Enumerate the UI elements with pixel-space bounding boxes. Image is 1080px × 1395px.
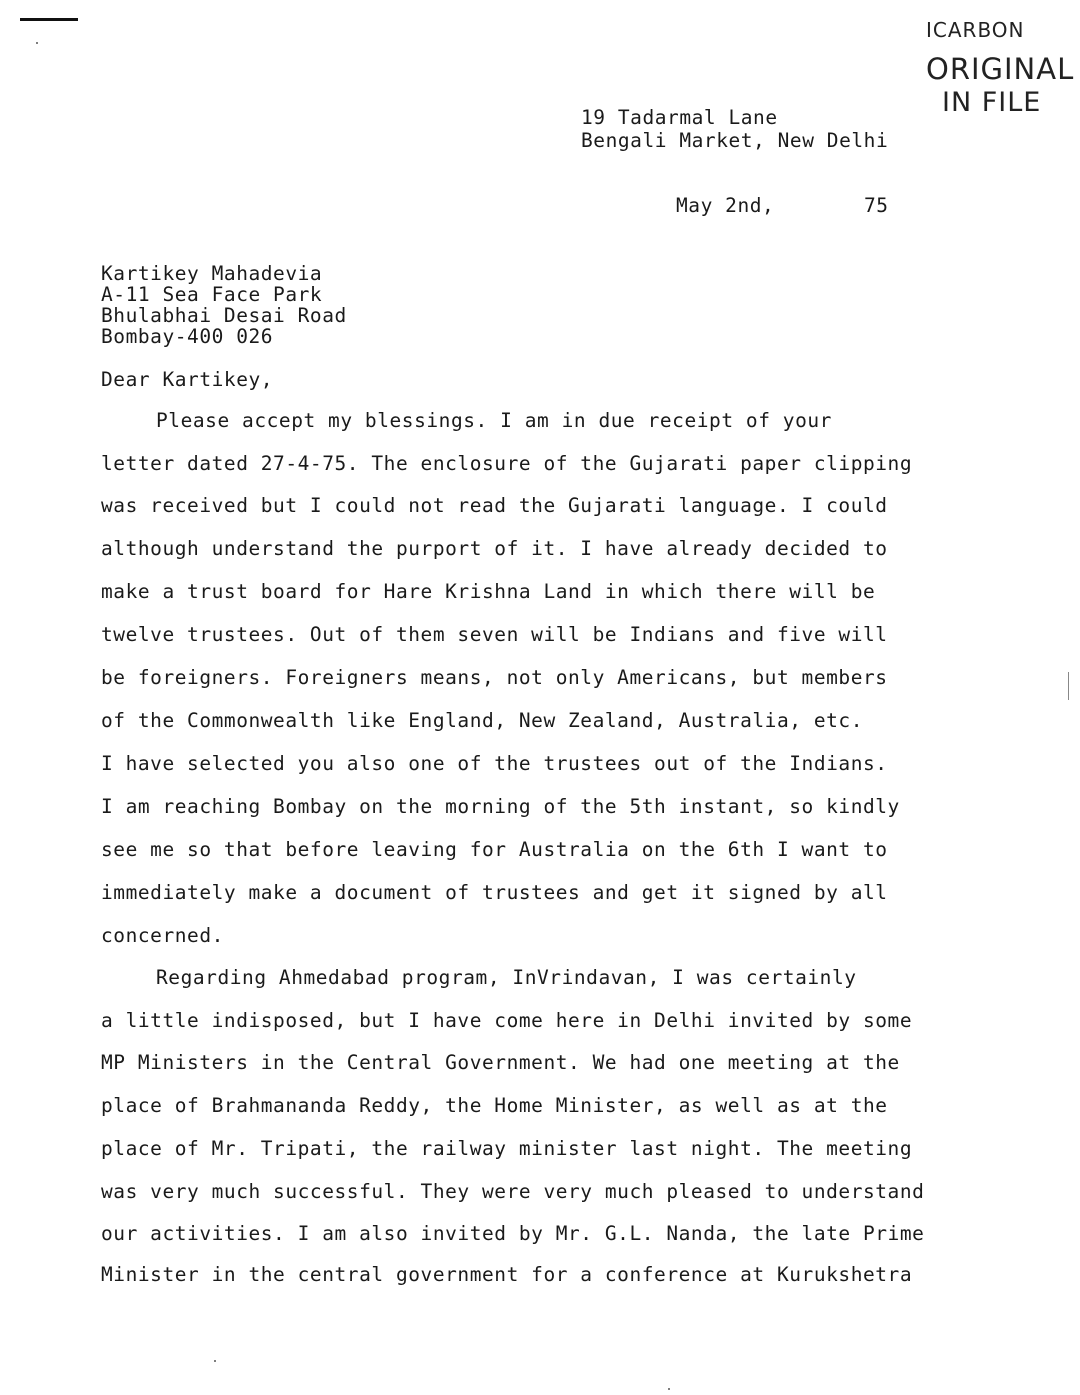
letter-date: May 2nd, — [676, 194, 775, 217]
body-line: Regarding Ahmedabad program, InVrindavan, I was certainly — [156, 966, 857, 989]
body-line: place of Brahmananda Reddy, the Home Minister, as well as at the — [101, 1094, 888, 1117]
sender-address-line: Bengali Market, New Delhi — [581, 129, 889, 152]
body-line: our activities. I am also invited by Mr. G.L. Nanda, the late Prime — [101, 1222, 925, 1245]
body-line: was very much successful. They were very much pleased to understand — [101, 1180, 925, 1203]
body-line: make a trust board for Hare Krishna Land in which there will be — [101, 580, 876, 603]
carbon-stamp-line3: IN FILE — [942, 87, 1042, 118]
body-line: MP Ministers in the Central Government. We had one meeting at the — [101, 1051, 900, 1074]
recipient-address-line: Kartikey Mahadevia — [101, 262, 323, 285]
body-line: a little indisposed, but I have come here in Delhi invited by some — [101, 1009, 913, 1032]
sender-address-line: 19 Tadarmal Lane — [581, 106, 778, 129]
recipient-address-line: Bhulabhai Desai Road — [101, 304, 347, 327]
body-line: be foreigners. Foreigners means, not only Americans, but members — [101, 666, 888, 689]
recipient-address-line: A-11 Sea Face Park — [101, 283, 323, 306]
scan-speck — [1068, 672, 1069, 700]
recipient-address-line: Bombay-400 026 — [101, 325, 274, 348]
body-line: letter dated 27-4-75. The enclosure of the Gujarati paper clipping — [101, 452, 913, 475]
top-left-rule — [20, 18, 78, 21]
body-line: Minister in the central government for a conference at Kurukshetra — [101, 1263, 913, 1286]
body-line: place of Mr. Tripati, the railway minister last night. The meeting — [101, 1137, 913, 1160]
letter-date-year: 75 — [864, 194, 889, 217]
body-line: was received but I could not read the Gujarati language. I could — [101, 494, 888, 517]
scan-speck — [214, 1360, 216, 1362]
body-line: of the Commonwealth like England, New Zealand, Australia, etc. — [101, 709, 863, 732]
body-line: Please accept my blessings. I am in due receipt of your — [156, 409, 832, 432]
carbon-stamp-line1: ICARBON — [926, 18, 1025, 42]
body-line: see me so that before leaving for Australia on the 6th I want to — [101, 838, 888, 861]
body-line: although understand the purport of it. I have already decided to — [101, 537, 888, 560]
body-line: immediately make a document of trustees and get it signed by all — [101, 881, 888, 904]
body-line: concerned. — [101, 924, 224, 947]
body-line: I have selected you also one of the trustees out of the Indians. — [101, 752, 888, 775]
salutation: Dear Kartikey, — [101, 368, 274, 391]
body-line: I am reaching Bombay on the morning of the 5th instant, so kindly — [101, 795, 900, 818]
scan-speck — [36, 42, 38, 44]
carbon-stamp-line2: ORIGINAL — [926, 52, 1075, 86]
scan-speck — [668, 1388, 670, 1390]
body-line: twelve trustees. Out of them seven will be Indians and five will — [101, 623, 888, 646]
